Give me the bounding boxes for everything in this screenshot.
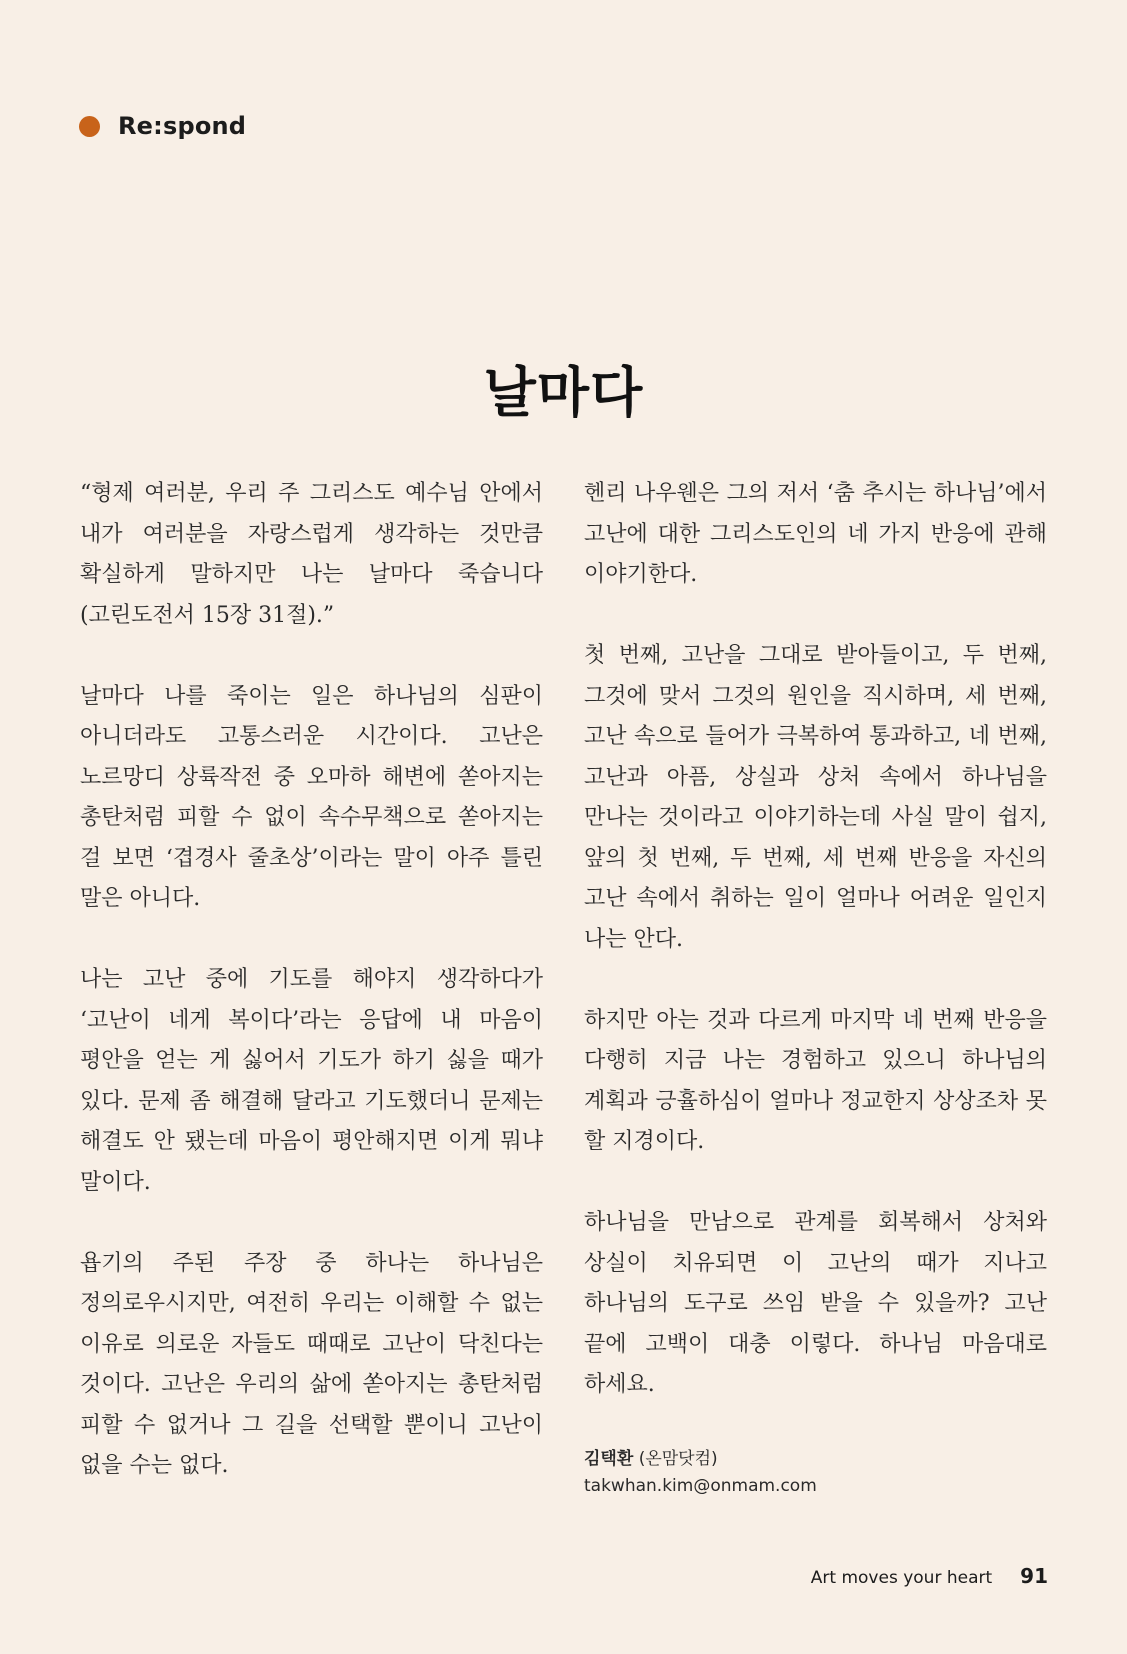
- paragraph: 하지만 아는 것과 다르게 마지막 네 번째 반응을 다행히 지금 나는 경험하고 있으니 하나님의 계획과 긍휼하심이 얼마나 정교한지 상상조차 못 할 지경이다.: [584, 1007, 1047, 1154]
- left-column: [80, 474, 543, 1527]
- article-title: 날마다: [483, 360, 644, 424]
- paragraph: “형제 여러분, 우리 주 그리스도 예수님 안에서 내가 여러분을 자랑스럽게 생각하는 것만큼 확실하게 말하지만 나는 날마다 죽습니다(고린도전서 15장 31절).”: [80, 481, 543, 628]
- author-email[interactable]: takwhan.kim@onmam.com: [584, 1476, 817, 1496]
- section-label: Re:spond: [118, 112, 247, 140]
- author-block: [584, 1446, 1047, 1500]
- section-dot-icon: [79, 116, 100, 137]
- paragraph: 하나님을 만남으로 관계를 회복해서 상처와 상실이 치유되면 이 고난의 때가 지나고 하나님의 도구로 쓰임 받을 수 있을까? 고난 끝에 고백이 대충 이렇다. 하나님 마음대로 하세요.: [584, 1210, 1047, 1397]
- paragraph: 헨리 나우웬은 그의 저서 ‘춤 추시는 하나님’에서 고난에 대한 그리스도인의 네 가지 반응에 관해 이야기한다.: [584, 481, 1047, 587]
- right-column: [584, 474, 1047, 1500]
- author-affiliation: (온맘닷컴): [638, 1449, 718, 1469]
- paragraph: 날마다 나를 죽이는 일은 하나님의 심판이 아니더라도 고통스러운 시간이다. 고난은 노르망디 상륙작전 중 오마하 해변에 쏟아지는 총탄처럼 피할 수 없이 속수무책으로 쏟아지는 걸 보면 ‘겹경사 줄초상’이라는 말이 아주 틀린 말은 아니다.: [80, 683, 543, 911]
- author-line: [584, 1446, 1047, 1473]
- paragraph: 첫 번째, 고난을 그대로 받아들이고, 두 번째, 그것에 맞서 그것의 원인을 직시하며, 세 번째, 고난 속으로 들어가 극복하여 통과하고, 네 번째, 고난과 아픔, 상실과 상처 속에서 하나님을 만나는 것이라고 이야기하는데 사실 말이 쉽지, 앞의 첫 번째, 두 번째, 세 번째 반응을 자신의 고난 속에서 취하는 일이 얼마나 어려운 일인지 나는 안다.: [584, 643, 1047, 952]
- section-header: [79, 112, 246, 140]
- footer-tagline: Art moves your heart: [810, 1568, 993, 1588]
- page-number: 91: [1020, 1564, 1048, 1588]
- paragraph: 욥기의 주된 주장 중 하나는 하나님은 정의로우시지만, 여전히 우리는 이해할 수 없는 이유로 의로운 자들도 때때로 고난이 닥친다는 것이다. 고난은 우리의 삶에 쏟아지는 총탄처럼 피할 수 없거나 그 길을 선택할 뿐이니 고난이 없을 수는 없다.: [80, 1250, 543, 1478]
- page-footer: [811, 1564, 1048, 1588]
- paragraph: 나는 고난 중에 기도를 해야지 생각하다가 ‘고난이 네게 복이다’라는 응답에 내 마음이 평안을 얻는 게 싫어서 기도가 하기 싫을 때가 있다. 문제 좀 해결해 달라고 기도했더니 문제는 해결도 안 됐는데 마음이 평안해지면 이게 뭐냐 말이다.: [80, 967, 543, 1195]
- author-name: 김택환: [584, 1449, 634, 1469]
